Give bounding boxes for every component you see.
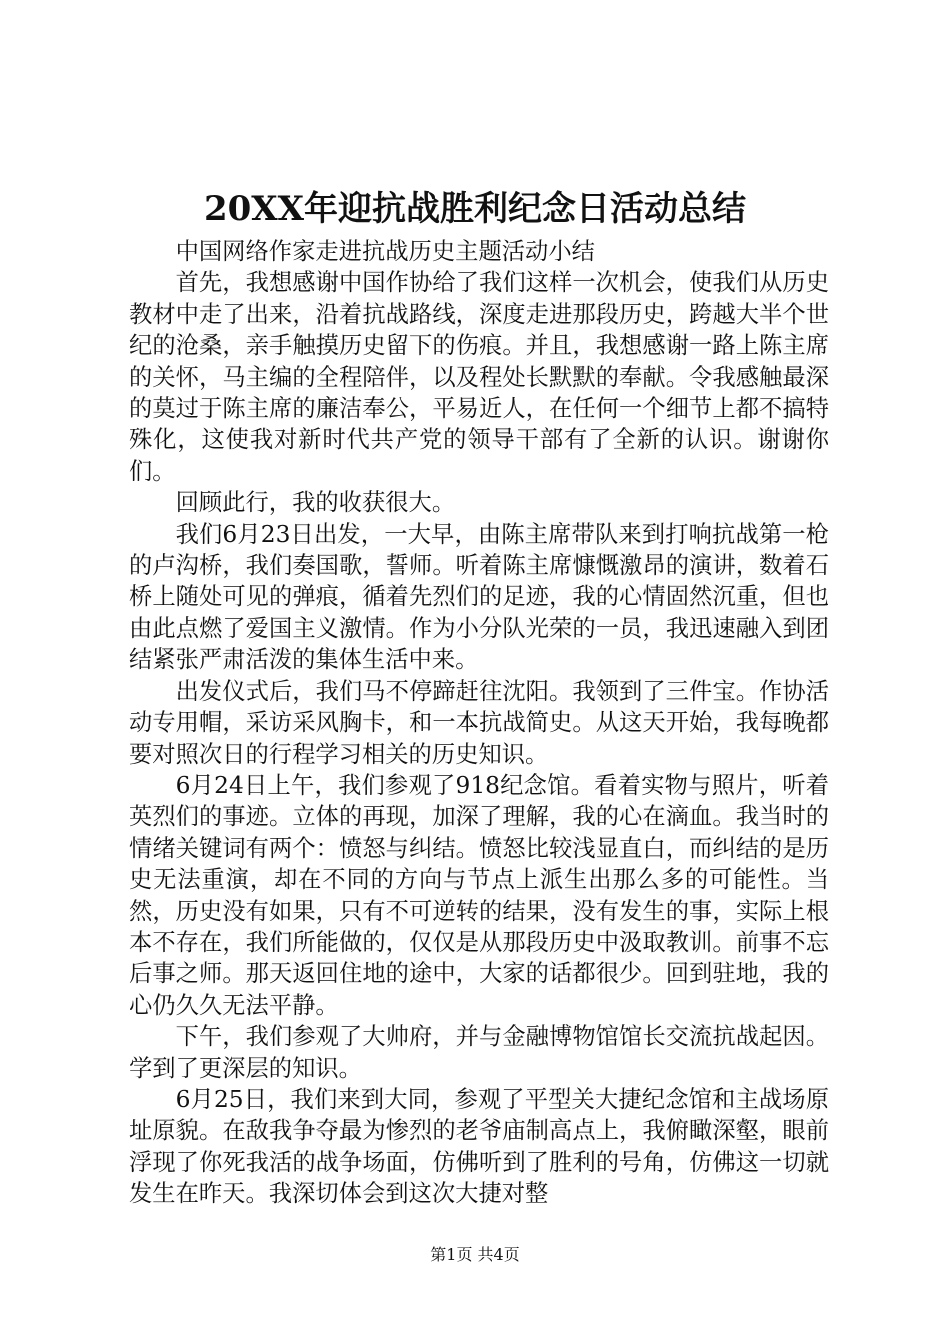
paragraph: 首先，我想感谢中国作协给了我们这样一次机会，使我们从历史教材中走了出来，沿着抗战路线，深度走进那段历史，跨越大半个世纪的沧桑，亲手触摸历史留下的伤痕。并且，我想感谢一路上陈主席的关怀，马主编的全程陪伴，以及程处长默默的奉献。令我感触最深的莫过于陈主席的廉洁奉公，平易近人，在任何一个细节上都不搞特殊化，这使我对新时代共产党的领导干部有了全新的认识。谢谢你们。	[129, 269, 829, 485]
document-title: 20XX年迎抗战胜利纪念日活动总结	[203, 189, 747, 229]
paragraph: 出发仪式后，我们马不停蹄赶往沈阳。我领到了三件宝。作协活动专用帽，采访采风胸卡，和一本抗战简史。从这天开始，我每晚都要对照次日的行程学习相关的历史知识。	[129, 677, 829, 768]
paragraph: 6月25日，我们来到大同，参观了平型关大捷纪念馆和主战场原址原貌。在敌我争夺最为惨烈的老爷庙制高点上，我俯瞰深壑，眼前浮现了你死我活的战争场面，仿佛听到了胜利的号角，仿佛这一切就发生在昨天。我深切体会到这次大捷对整	[129, 1085, 829, 1208]
document-body	[129, 236, 829, 1210]
paragraph: 回顾此行，我的收获很大。	[175, 489, 456, 517]
page-footer: 第1页 共4页	[430, 1245, 520, 1264]
paragraph: 我们6月23日出发，一大早，由陈主席带队来到打响抗战第一枪的卢沟桥，我们奏国歌，誓师。听着陈主席慷慨激昂的演讲，数着石桥上随处可见的弹痕，循着先烈们的足迹，我的心情固然沉重，但也由此点燃了爱国主义激情。作为小分队光荣的一员，我迅速融入到团结紧张严肃活泼的集体生活中来。	[129, 520, 829, 674]
paragraph-subtitle: 中国网络作家走进抗战历史主题活动小结	[175, 238, 595, 265]
paragraph: 下午，我们参观了大帅府，并与金融博物馆馆长交流抗战起因。学到了更深层的知识。	[129, 1023, 829, 1082]
paragraph: 6月24日上午，我们参观了918纪念馆。看着实物与照片，听着英烈们的事迹。立体的再现，加深了理解，我的心在滴血。我当时的情绪关键词有两个：愤怒与纠结。愤怒比较浅显直白，而纠结的是历史无法重演，却在不同的方向与节点上派生出那么多的可能性。当然，历史没有如果，只有不可逆转的结果，没有发生的事，实际上根本不存在，我们所能做的，仅仅是从那段历史中汲取教训。前事不忘后事之师。那天返回住地的途中，大家的话都很少。回到驻地，我的心仍久久无法平静。	[129, 771, 829, 1019]
